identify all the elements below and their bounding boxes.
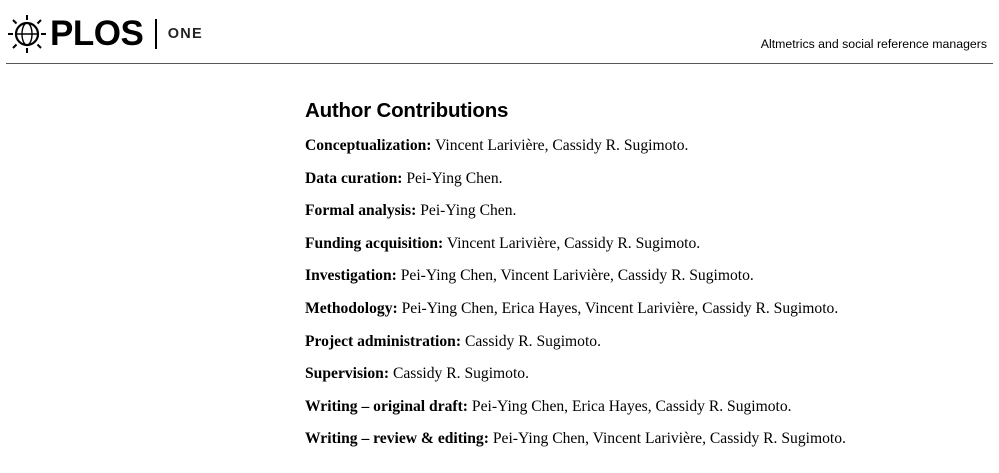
- contribution-names: Vincent Larivière, Cassidy R. Sugimoto.: [446, 234, 701, 252]
- contribution-role: Writing – review & editing:: [305, 430, 489, 448]
- contribution-names: Pei-Ying Chen, Vincent Larivière, Cassidy R. Sugimoto.: [400, 267, 754, 285]
- plos-globe-icon: [6, 13, 48, 55]
- contribution-role: Project administration:: [305, 332, 462, 350]
- contribution-list: [305, 136, 846, 462]
- contribution-item: [305, 332, 846, 365]
- contribution-role: Data curation:: [305, 169, 403, 187]
- contribution-role: Funding acquisition:: [305, 234, 444, 252]
- running-head: Altmetrics and social reference managers: [760, 37, 987, 51]
- contribution-role: Conceptualization:: [305, 137, 432, 154]
- contribution-item: [305, 169, 846, 202]
- contribution-names: Pei-Ying Chen, Erica Hayes, Vincent Larivière, Cassidy R. Sugimoto.: [401, 299, 839, 317]
- contribution-role: Methodology:: [305, 299, 398, 317]
- contribution-role: Formal analysis:: [305, 202, 417, 220]
- header-divider: [6, 63, 993, 64]
- contribution-names: Pei-Ying Chen.: [420, 202, 517, 220]
- contribution-item: [305, 201, 846, 234]
- contribution-names: Cassidy R. Sugimoto.: [464, 332, 602, 350]
- contribution-names: Pei-Ying Chen, Vincent Larivière, Cassidy R. Sugimoto.: [492, 430, 846, 448]
- section-title: Author Contributions: [305, 99, 509, 122]
- contribution-names: Pei-Ying Chen, Erica Hayes, Cassidy R. Sugimoto.: [471, 397, 792, 415]
- contribution-names: Vincent Larivière, Cassidy R. Sugimoto.: [435, 137, 689, 154]
- journal-logo: [6, 12, 203, 56]
- contribution-item: [305, 234, 846, 267]
- logo-divider: [155, 19, 157, 49]
- contribution-item: [305, 429, 846, 462]
- contribution-role: Investigation:: [305, 267, 397, 285]
- contribution-item: [305, 397, 846, 430]
- journal-name: ONE: [167, 26, 203, 42]
- contribution-item: [305, 364, 846, 397]
- logo-wordmark: PLOS: [50, 14, 144, 53]
- contribution-names: Pei-Ying Chen.: [406, 169, 503, 187]
- contribution-role: Supervision:: [305, 365, 390, 383]
- page-header: [0, 0, 999, 64]
- contribution-item: [305, 266, 846, 299]
- contribution-names: Cassidy R. Sugimoto.: [392, 365, 530, 383]
- contribution-item: [305, 136, 846, 169]
- contribution-role: Writing – original draft:: [305, 397, 469, 415]
- contribution-item: [305, 299, 846, 332]
